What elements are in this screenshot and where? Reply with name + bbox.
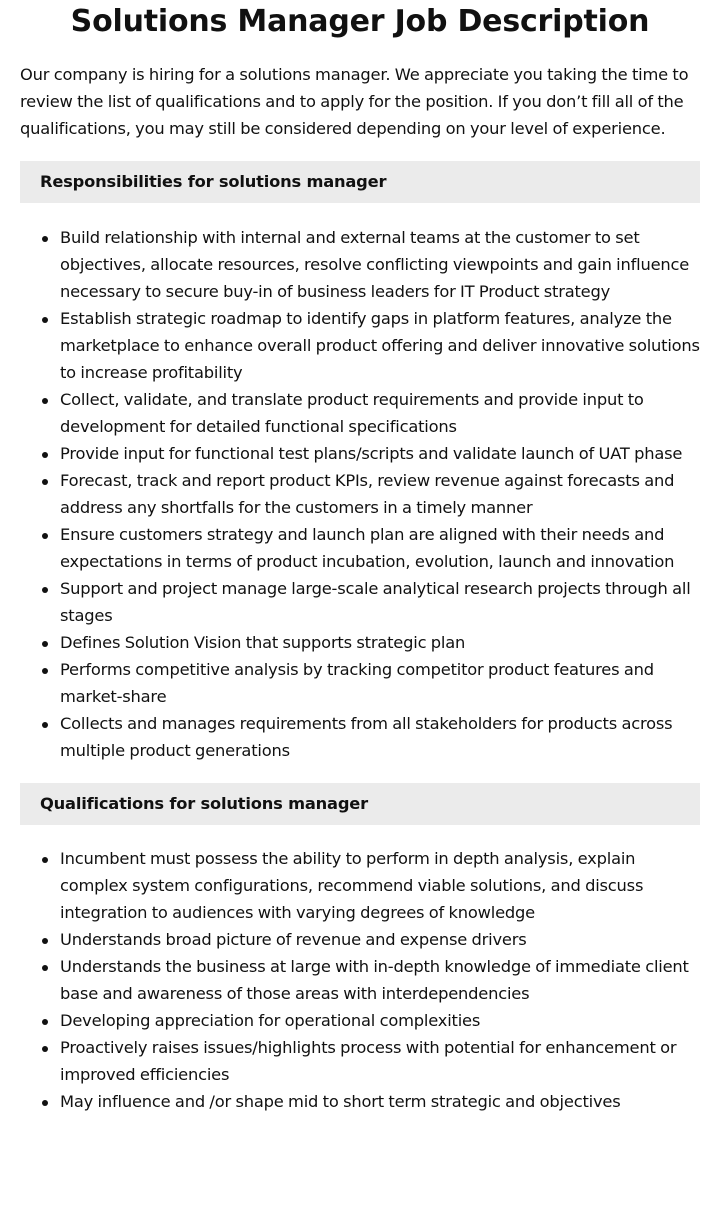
- list-item: Forecast, track and report product KPIs, review revenue against forecasts and address any shortfalls for the customers in a timely manner: [60, 467, 700, 521]
- list-item: Incumbent must possess the ability to perform in depth analysis, explain complex system configurations, recommend viable solutions, and discuss integration to audiences with varying degrees of knowledge: [60, 845, 700, 926]
- page-title: Solutions Manager Job Description: [70, 4, 650, 39]
- list-item: Build relationship with internal and external teams at the customer to set objectives, allocate resources, resolve conflicting viewpoints and gain influence necessary to secure buy-in of business leaders for IT Product strategy: [60, 224, 700, 305]
- list-item: Support and project manage large-scale analytical research projects through all stages: [60, 575, 700, 629]
- list-item: Proactively raises issues/highlights process with potential for enhancement or improved efficiencies: [60, 1034, 700, 1088]
- list-item: Establish strategic roadmap to identify gaps in platform features, analyze the marketplace to enhance overall product offering and deliver innovative solutions to increase profitability: [60, 305, 700, 386]
- list-item: Collect, validate, and translate product requirements and provide input to development for detailed functional specifications: [60, 386, 700, 440]
- list-item: Provide input for functional test plans/scripts and validate launch of UAT phase: [60, 440, 700, 467]
- responsibilities-heading: Responsibilities for solutions manager: [20, 161, 700, 203]
- list-item: Understands broad picture of revenue and expense drivers: [60, 926, 700, 953]
- responsibilities-list: [20, 224, 700, 764]
- list-item: May influence and /or shape mid to short term strategic and objectives: [60, 1088, 700, 1115]
- qualifications-list: [20, 845, 700, 1115]
- intro-paragraph: Our company is hiring for a solutions manager. We appreciate you taking the time to review the list of qualifications and to apply for the position. If you don’t fill all of the qualifications, you may still be considered depending on your level of experience.: [20, 65, 689, 138]
- list-item: Developing appreciation for operational complexities: [60, 1007, 700, 1034]
- list-item: Defines Solution Vision that supports strategic plan: [60, 629, 700, 656]
- list-item: Understands the business at large with in-depth knowledge of immediate client base and awareness of those areas with interdependencies: [60, 953, 700, 1007]
- qualifications-heading: Qualifications for solutions manager: [20, 783, 700, 825]
- list-item: Collects and manages requirements from all stakeholders for products across multiple product generations: [60, 710, 700, 764]
- list-item: Performs competitive analysis by tracking competitor product features and market-share: [60, 656, 700, 710]
- list-item: Ensure customers strategy and launch plan are aligned with their needs and expectations in terms of product incubation, evolution, launch and innovation: [60, 521, 700, 575]
